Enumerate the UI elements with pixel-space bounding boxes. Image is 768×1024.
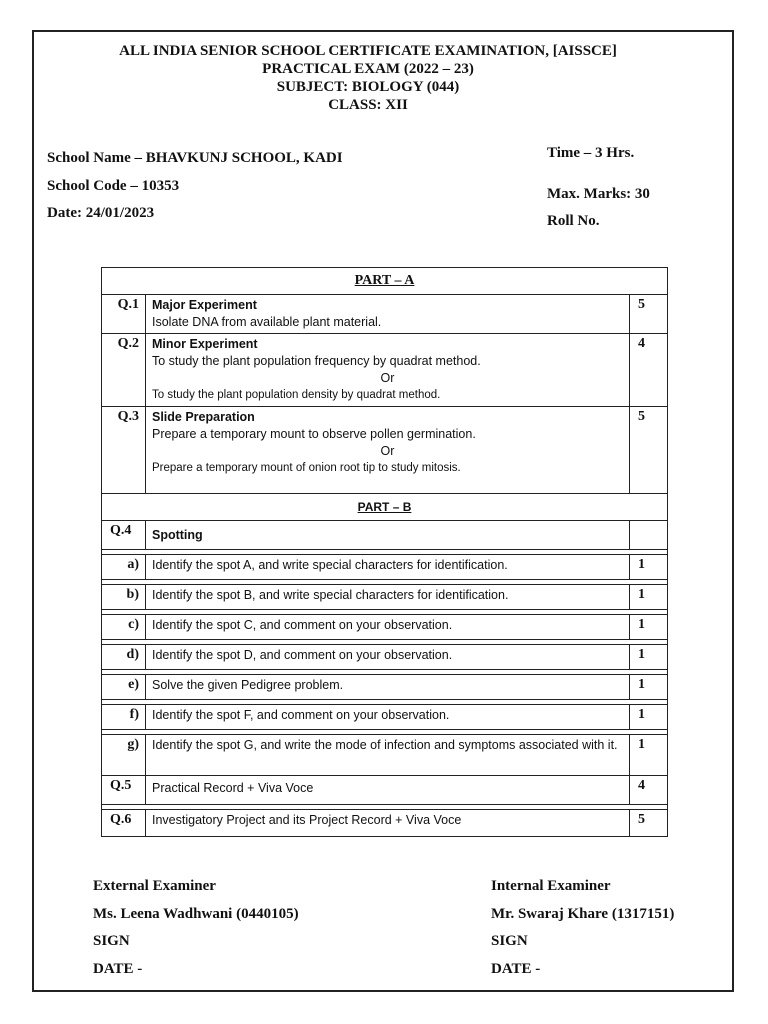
header-line-4: CLASS: XII — [328, 97, 408, 113]
spot-label: d) — [102, 645, 146, 670]
question-text: Investigatory Project and its Project Record + Viva Voce — [146, 810, 630, 837]
internal-examiner-block — [491, 873, 674, 983]
spot-text: Identify the spot F, and comment on your observation. — [146, 705, 630, 730]
exam-time: Time – 3 Hrs. — [547, 145, 635, 161]
header-line-2: PRACTICAL EXAM (2022 – 23) — [262, 61, 474, 77]
question-text: Practical Record + Viva Voce — [146, 776, 630, 805]
header-line-1: ALL INDIA SENIOR SCHOOL CERTIFICATE EXAMINATION, [AISSCE] — [119, 43, 617, 59]
spot-row-c — [102, 615, 668, 640]
spot-text: Solve the given Pedigree problem. — [146, 675, 630, 700]
spot-marks: 1 — [630, 645, 668, 670]
internal-examiner-title: Internal Examiner — [491, 878, 611, 894]
external-examiner-name: Ms. Leena Wadhwani (0440105) — [93, 905, 299, 922]
question-option-1: To study the plant population frequency by quadrat method. — [152, 354, 481, 368]
question-row-q4 — [102, 521, 668, 550]
spot-label: g) — [102, 735, 146, 776]
question-number: Q.2 — [102, 334, 146, 407]
spot-marks: 1 — [630, 615, 668, 640]
spot-label: e) — [102, 675, 146, 700]
question-marks: 4 — [630, 776, 668, 805]
external-examiner-title: External Examiner — [93, 878, 216, 894]
question-table — [101, 267, 668, 837]
spot-text: Identify the spot B, and write special characters for identification. — [146, 585, 630, 610]
question-row-q3 — [102, 407, 668, 494]
spot-row-f — [102, 705, 668, 730]
question-heading: Minor Experiment — [152, 337, 258, 351]
spot-row-d — [102, 645, 668, 670]
question-heading: Slide Preparation — [152, 410, 255, 424]
question-number: Q.5 — [102, 776, 146, 805]
question-option-2: To study the plant population density by quadrat method. — [152, 389, 441, 401]
question-or: Or — [380, 371, 395, 385]
question-marks: 5 — [630, 295, 668, 334]
spot-marks: 1 — [630, 555, 668, 580]
internal-examiner-sign: SIGN — [491, 933, 528, 949]
question-text: Isolate DNA from available plant material. — [152, 315, 382, 329]
question-heading: Major Experiment — [152, 298, 257, 312]
question-option-2: Prepare a temporary mount of onion root tip to study mitosis. — [152, 462, 461, 474]
spot-label: b) — [102, 585, 146, 610]
header-line-3: SUBJECT: BIOLOGY (044) — [276, 79, 460, 95]
spot-text: Identify the spot C, and comment on your observation. — [146, 615, 630, 640]
spot-row-a — [102, 555, 668, 580]
spot-marks: 1 — [630, 735, 668, 776]
spot-label: f) — [102, 705, 146, 730]
external-examiner-date: DATE - — [93, 960, 143, 977]
spot-text: Identify the spot D, and comment on your observation. — [146, 645, 630, 670]
spot-marks: 1 — [630, 585, 668, 610]
school-code: School Code – 10353 — [47, 178, 180, 194]
question-number: Q.1 — [102, 295, 146, 334]
school-name: School Name – BHAVKUNJ SCHOOL, KADI — [47, 150, 343, 166]
external-examiner-block — [93, 873, 299, 983]
spot-marks: 1 — [630, 705, 668, 730]
question-marks: 5 — [630, 810, 668, 837]
roll-no: Roll No. — [547, 213, 600, 229]
spot-row-e — [102, 675, 668, 700]
exam-date: Date: 24/01/2023 — [47, 205, 155, 221]
spot-row-g — [102, 735, 668, 776]
spot-text: Identify the spot G, and write the mode of infection and symptoms associated with it. — [146, 735, 630, 776]
question-number: Q.4 — [102, 521, 146, 550]
part-b-title: PART – B — [102, 494, 668, 521]
question-marks: 4 — [630, 334, 668, 407]
spot-marks: 1 — [630, 675, 668, 700]
question-row-q2 — [102, 334, 668, 407]
exam-header — [0, 42, 736, 114]
question-row-q1 — [102, 295, 668, 334]
part-a-title: PART – A — [102, 268, 668, 295]
question-row-q5 — [102, 776, 668, 805]
spot-label: a) — [102, 555, 146, 580]
question-heading: Spotting — [152, 528, 203, 542]
question-row-q6 — [102, 810, 668, 837]
internal-examiner-name: Mr. Swaraj Khare (1317151) — [491, 905, 675, 922]
external-examiner-sign: SIGN — [93, 933, 130, 949]
spot-row-b — [102, 585, 668, 610]
question-number: Q.3 — [102, 407, 146, 494]
spot-text: Identify the spot A, and write special characters for identification. — [146, 555, 630, 580]
question-option-1: Prepare a temporary mount to observe pollen germination. — [152, 427, 476, 441]
spot-label: c) — [102, 615, 146, 640]
question-number: Q.6 — [102, 810, 146, 837]
max-marks: Max. Marks: 30 — [547, 186, 650, 202]
question-marks: 5 — [630, 407, 668, 494]
question-or: Or — [380, 444, 395, 458]
internal-examiner-date: DATE - — [491, 960, 541, 977]
